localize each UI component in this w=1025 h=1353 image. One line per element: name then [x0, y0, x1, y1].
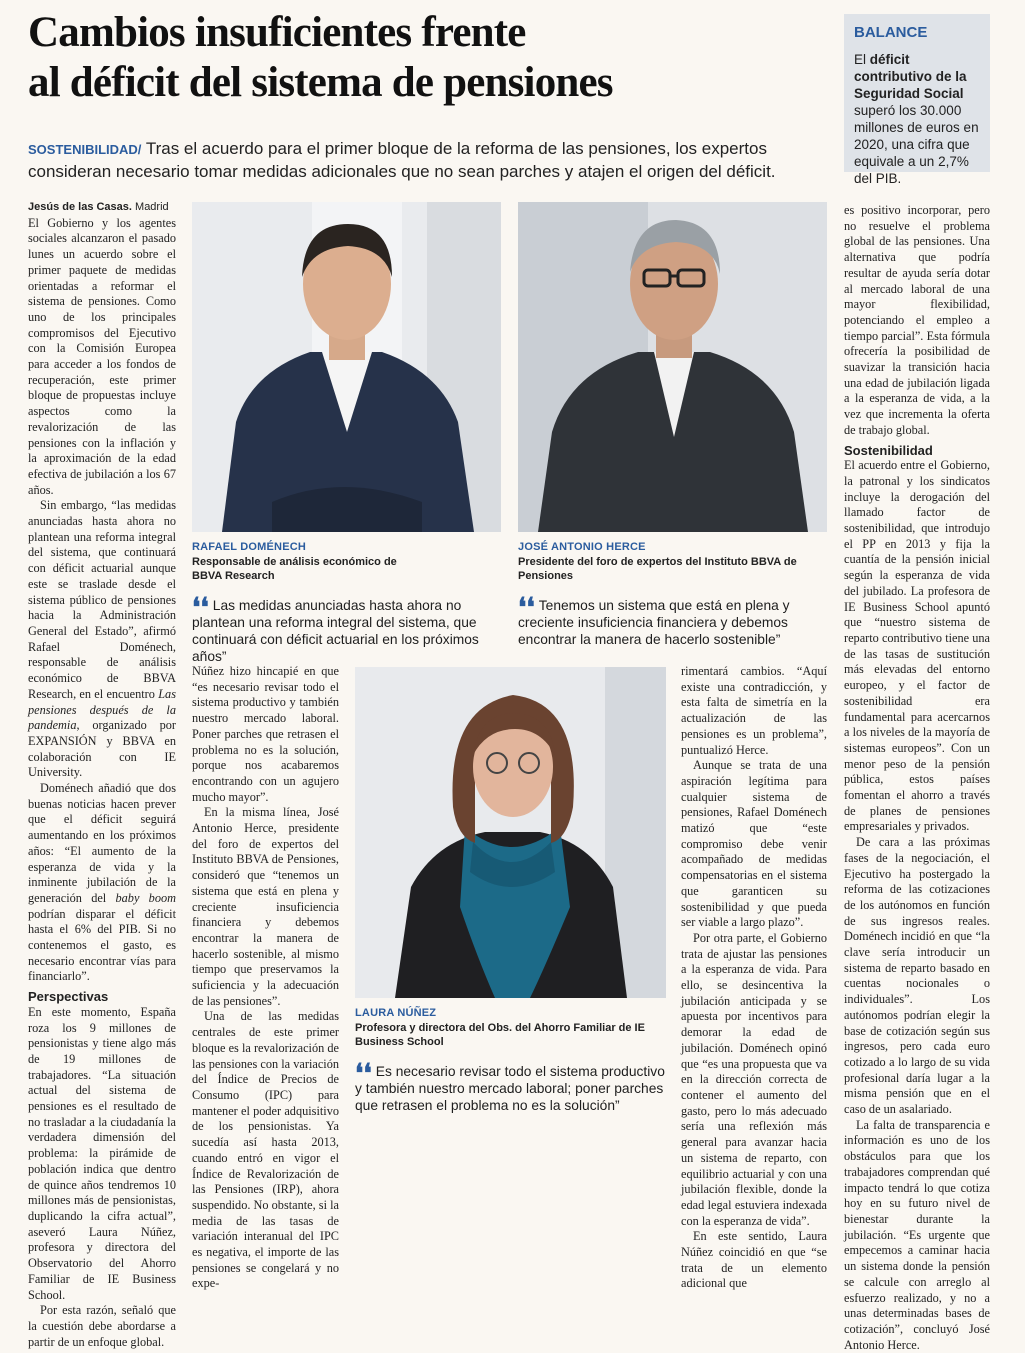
balance-box [844, 14, 990, 186]
col1-p2-italic: Las pensiones después de la pandemia [28, 686, 176, 733]
col4-paragraph-4: La falta de transparencia e información es uno de los obstáculos para que los trabajadores comprendan qué impacto tendrá lo que cotiza hoy en su futuro nivel de bienestar durante la jubilación. “Es urgente que empecemos a caminar hacia un sistema donde la pensión se calcule con arreglo al esfuerzo realizado, y no a unas determinadas bases de cotización”, concluyó José Antonio Herce. [844, 1117, 990, 1352]
col1-paragraph-1: El Gobierno y los agentes sociales alcanzaron el pasado lunes un acuerdo sobre el primer paquete de medidas orientadas a reformar el sistema de pensiones. Como uno de los principales compromisos del Ejecutivo con la Comisión Europea para acceder a los fondos de recuperación, este primer bloque de propuestas incluye aspectos como la revalorización de las pensiones con la inflación y la aproximación de la edad efectiva de jubilación a los 67 años. [28, 215, 176, 497]
col3-paragraph-1: rimentará cambios. “Aquí existe una contradicción, y esta falta de simetría en la actualización de las pensiones es un problema”, puntualizó Herce. [681, 664, 827, 757]
balance-lead: El [854, 52, 870, 67]
col4-paragraph-1: es positivo incorporar, pero no resuelve el problema global de las pensiones. Una alternativa que podría resultar de ayuda sería dotar al mercado laboral de una mayor flexibilidad, potenciando el empleo a tiempo parcial”. Esta fórmula ofrecería la posibilidad de suavizar la transición hacia una edad de jubilación ligada a la esperanza de vida, a la vez que incrementa la oferta de trabajo global. [844, 203, 990, 437]
headline-line-1: Cambios insuficientes frente [28, 9, 526, 56]
col1-paragraph-3 [28, 781, 176, 985]
caption-role-nunez: Profesora y directora del Obs. del Ahorro Familiar de IE Business School [355, 1022, 645, 1048]
col3-paragraph-2: Aunque se trata de una aspiración legítima para cualquier sistema de pensiones, Rafael Doménech matizó que “este compromiso debe venir acompañado de medidas compensatorias en el sistema que garanticen su sostenibilidad y que pueda ser viable a largo plazo”. [681, 758, 827, 930]
quote-domenech [192, 593, 501, 665]
byline-author: Jesús de las Casas. [28, 201, 132, 213]
column-2 [192, 664, 339, 1291]
column-1 [28, 200, 176, 1349]
quote-mark-icon: ❛❛ [192, 593, 209, 622]
column-3 [681, 664, 827, 1291]
col2-paragraph-3: Una de las medidas centrales de este primer bloque es la revalorización de las pensiones con la variación del Índice de Precios de Consumo (IPC) para mantener el poder adquisitivo de los pensionistas. Ya sucedía así hasta 2013, cuando entró en vigor el Índice de Revalorización de las Pensiones (IRP), ahora suspendido. No obstante, si la media de las tasas de variación interanual del IPC es negativa, el importe de las pensiones se congelará y no expe- [192, 1009, 339, 1291]
subhead-kicker: SOSTENIBILIDAD/ [28, 142, 142, 157]
byline-place: Madrid [131, 201, 169, 213]
col1-p3-italic: baby boom [115, 890, 176, 905]
byline [28, 200, 176, 216]
col1-paragraph-2 [28, 498, 176, 781]
photo-jose-antonio-herce [518, 202, 827, 532]
photo-laura-nunez [355, 667, 666, 998]
col3-paragraph-3: Por otra parte, el Gobierno trata de ajustar las pensiones a la esperanza de vida. Para ello, se desincentiva la jubilación anticipada y se apuesta por incentivos para demorar la edad de jubilación. Doménech opinó que “es una propuesta que va en la dirección correcta de contener el aumento del gasto, pero lo más adecuado sería una reflexión más general para avanzar hacia un sistema de reparto, con equilibrio actuarial y con una jubilación flexible, donde la edad legal estuviera indexada con la esperanza de vida”. [681, 930, 827, 1228]
photo-rafael-domenech [192, 202, 501, 532]
col1-p2-a: Sin embargo, “las medidas anunciadas hasta ahora no plantean una reforma integral del sistema, que continuará con déficit actuarial aunque este se traslade desde el sistema público de pensiones hacia la Administración General del Estado”, afirmó Rafael Doménech, responsable de análisis económico de BBVA Research, en el encuentro [28, 498, 176, 701]
portrait-man-glasses-icon [518, 202, 827, 532]
col1-p2-b: , organizado por EXPANSIÓN y BBVA en colaboración con IE University. [28, 718, 176, 780]
column-4 [844, 203, 990, 1352]
col4-paragraph-3: De cara a las próximas fases de la negociación, el Ejecutivo ha postergado la reforma de las cotizaciones de los autónomos en función de sus ingresos reales. Doménech incidió en que “la clave sería introducir un sistema de reparto basado en cuentas nocionales o individuales”. Los autónomos podrían elegir la base de cotización según sus ingresos, pero cada euro cotizado a lo largo de su vida profesional daría lugar a la misma pensión que en el caso de un asalariado. [844, 835, 990, 1117]
subhead-text: Tras el acuerdo para el primer bloque de la reforma de las pensiones, los expertos consideran necesario tomar medidas adicionales que no sean parches y atajen el origen del déficit. [28, 139, 776, 181]
headline [28, 8, 818, 108]
section-heading-sostenibilidad: Sostenibilidad [844, 442, 933, 458]
balance-text [854, 51, 982, 187]
balance-rest: superó los 30.000 millones de euros en 2020, una cifra que equivale a un 2,7% del PIB. [854, 103, 979, 186]
col2-paragraph-1: Núñez hizo hincapié en que “es necesario revisar todo el sistema productivo y también nuestro mercado laboral. Poner parches que retrasen el problema no es la solución, porque nos acabaremos encontrando con un agujero mucho mayor”. [192, 664, 339, 804]
col3-paragraph-4: En este sentido, Laura Núñez coincidió en que “se trata de un elemento adicional que [681, 1229, 827, 1291]
headline-line-2: al déficit del sistema de pensiones [28, 59, 613, 106]
col1-paragraph-5: Por esta razón, señaló que la cuestión debe abordarse a partir de un enfoque global. [28, 1303, 176, 1349]
balance-title: BALANCE [854, 24, 928, 41]
col1-p3-a: Doménech añadió que dos buenas noticias hacen prever que el déficit seguirá aumentando en los próximos años: “El aumento de la esperanza de vida y la inminente jubilación de la generación del [28, 781, 176, 905]
quote-mark-icon: ❛❛ [355, 1059, 372, 1088]
quote-herce-text: Tenemos un sistema que está en plena y creciente insuficiencia financiera y debemos encontrar la manera de hacerlo sostenible” [518, 598, 790, 647]
caption-name-herce: JOSÉ ANTONIO HERCE [518, 541, 646, 553]
col2-paragraph-2: En la misma línea, José Antonio Herce, presidente del foro de expertos del Instituto BBVA de Pensiones, consideró que “tenemos un sistema que está en plena y creciente insuficiencia financiera y debemos encontrar la manera de hacerlo sostenible, al mismo tiempo que preservamos la suficiencia y la adecuación de las pensiones”. [192, 805, 339, 1008]
col4-paragraph-2: El acuerdo entre el Gobierno, la patronal y los sindicatos incluye la derogación del llamado factor de sostenibilidad, que introdujo el PP en 2013 y fija la cuantía de la pensión inicial según la esperanza de vida del jubilado. La profesora de IE Business School apuntó que “nuestro sistema de reparto contributivo tiene una de las tasas de sustitución más elevadas del entorno europeo, y el factor de sostenibilidad era fundamental para acercarnos a los niveles de la mayoría de sistemas europeos”. Con un menor peso de la pensión pública, estos países fomentan el ahorro a través de planes de pensiones empresariales y privados. [844, 458, 990, 834]
section-heading-perspectivas: Perspectivas [28, 989, 109, 1005]
balance-bold: déficit contributivo de la Seguridad Social [854, 52, 967, 101]
subheadline [28, 138, 818, 183]
portrait-man-suit-icon [192, 202, 501, 532]
quote-herce [518, 593, 827, 648]
quote-domenech-text: Las medidas anunciadas hasta ahora no plantean una reforma integral del sistema, que continuará con déficit actuarial en los próximos años” [192, 598, 479, 664]
caption-name-nunez: LAURA NÚÑEZ [355, 1007, 437, 1019]
portrait-woman-scarf-icon [355, 667, 666, 998]
caption-role-domenech: Responsable de análisis económico de BBVA Research [192, 556, 397, 582]
col1-paragraph-4: En este momento, España roza los 9 millones de pensionistas y tiene algo más de 19 millones de trabajadores. “La situación actual del sistema de pensiones es el resultado de no trasladar a la ciudadanía la verdadera dimensión del problema: la pirámide de población indica que dentro de quince años tendremos 10 millones más de pensionistas, duplicando la cifra actual”, aseveró Laura Núñez, profesora y directora del Observatorio del Ahorro Familiar de IE Business School. [28, 1004, 176, 1302]
col1-p3-b: podrían disparar el déficit hasta el 6% del PIB. Si no contenemos el gasto, es necesario encontrar vías para financiarlo”. [28, 906, 176, 984]
caption-role-herce: Presidente del foro de expertos del Instituto BBVA de Pensiones [518, 556, 797, 582]
quote-mark-icon: ❛❛ [518, 593, 535, 622]
quote-nunez [355, 1059, 666, 1114]
caption-name-domenech: RAFAEL DOMÉNECH [192, 541, 307, 553]
quote-nunez-text: Es necesario revisar todo el sistema productivo y también nuestro mercado laboral; poner parches que retrasen el problema no es la solución” [355, 1064, 665, 1113]
